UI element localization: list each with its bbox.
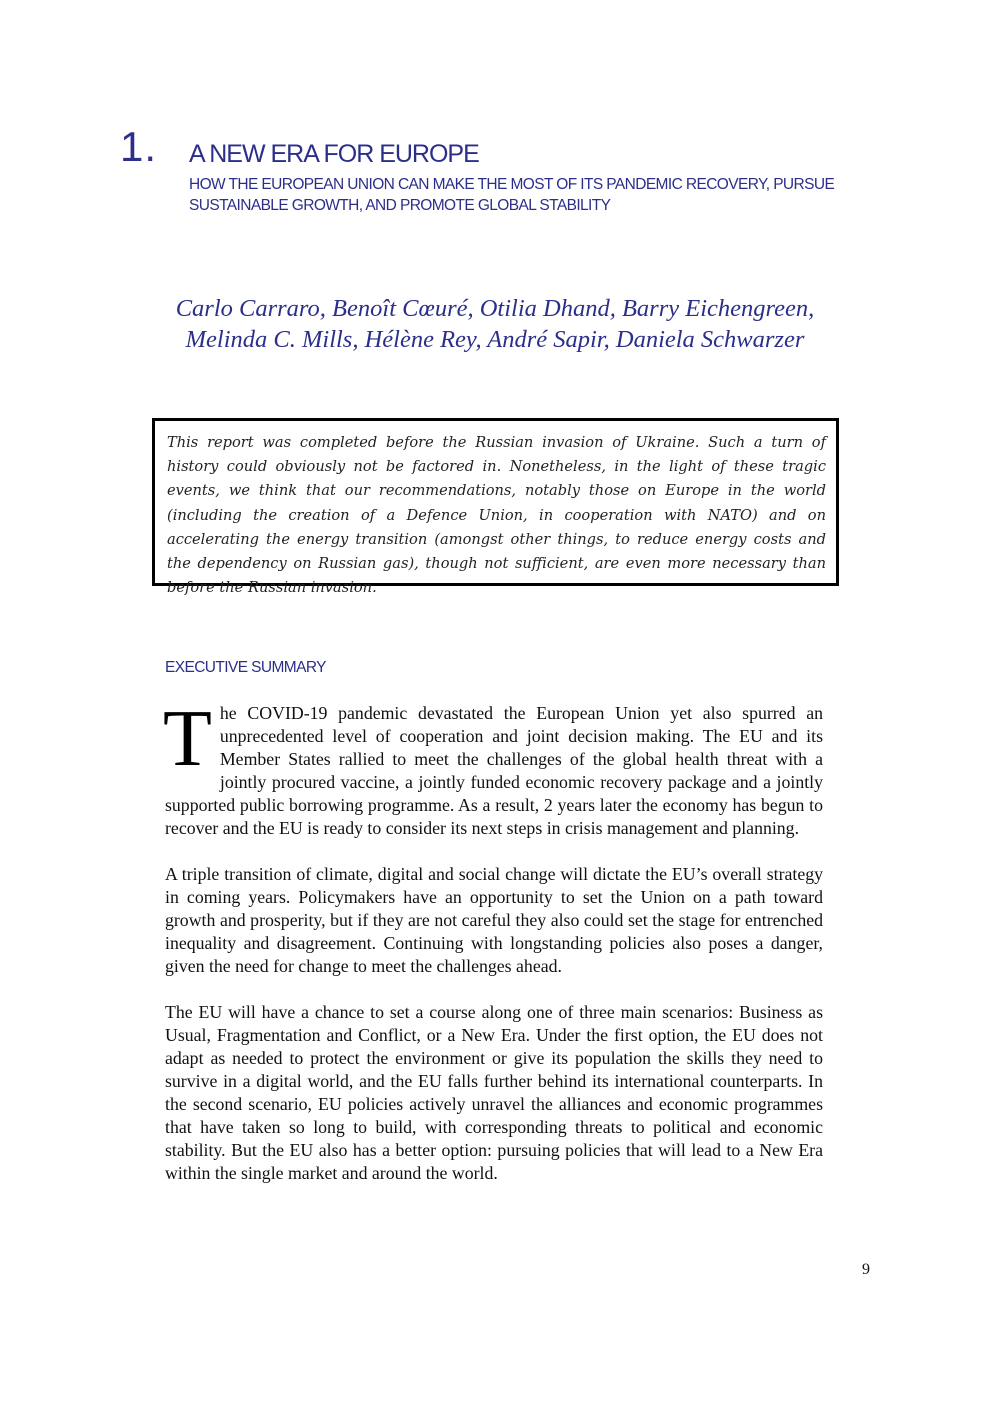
author-line-2: Melinda C. Mills, Hélène Rey, André Sapir, Daniela Schwarzer — [185, 326, 805, 353]
author-line-1: Carlo Carraro, Benoît Cœuré, Otilia Dhand, Barry Eichengreen, — [175, 295, 815, 322]
paragraph-1 — [163, 695, 823, 840]
chapter-number: 1. — [120, 123, 158, 170]
disclaimer-text: This report was completed before the Russian invasion of Ukraine. Such a turn of history could obviously not be factored in. Nonetheless, in the light of these tragic events, we think that our recommendations, notably those on Europe in the world (including the creation of a Defence Union, in cooperation with NATO) and on accelerating the energy transition (amongst other things, to reduce energy costs and the dependency on Russian gas), though not sufficient, are even more necessary than before the Russian invasion. — [167, 434, 826, 597]
paragraph-1-text: he COVID-19 pandemic devastated the European Union yet also spurred an unprecedented level of cooperation and joint decision making. The EU and its Member States rallied to meet the challenges of the global health threat with a jointly procured vaccine, a jointly funded economic recovery package and a jointly supported public borrowing programme. As a result, 2 years later the economy has begun to recover and the EU is ready to consider its next steps in crisis management and planning. — [165, 703, 823, 838]
section-heading: EXECUTIVE SUMMARY — [165, 659, 326, 676]
page-number: 9 — [862, 1261, 870, 1278]
paragraph-2: A triple transition of climate, digital and social change will dictate the EU’s overall strategy in coming years. Policymakers have an opportunity to set the Union on a path toward growth and prosperity, but if they are not careful they also could set the stage for entrenched inequality and disagreement. Continuing with longstanding policies also poses a danger, given the need for change to meet the challenges ahead. — [165, 864, 823, 976]
paragraph-3: The EU will have a chance to set a course along one of three main scenarios: Business as Usual, Fragmentation and Conflict, or a New Era. Under the first option, the EU does not adapt as needed to protect the environment or give its population the skills they need to survive in a digital world, and the EU falls further behind its international counterparts. In the second scenario, EU policies actively unravel the alliances and economic programmes that have taken so long to build, with corresponding threats to political and economic stability. But the EU also has a better option: pursuing policies that will lead to a New Era within the single market and around the world. — [165, 1002, 823, 1183]
drop-cap: T — [163, 695, 212, 783]
executive-summary-body — [163, 695, 823, 1208]
chapter-subtitle: HOW THE EUROPEAN UNION CAN MAKE THE MOST OF ITS PANDEMIC RECOVERY, PURSUE SUSTAINABLE GROWTH, AND PROMOTE GLOBAL STABILITY — [189, 176, 835, 214]
chapter-title: A NEW ERA FOR EUROPE — [189, 140, 479, 168]
author-list — [100, 293, 890, 355]
disclaimer-box — [152, 418, 839, 597]
